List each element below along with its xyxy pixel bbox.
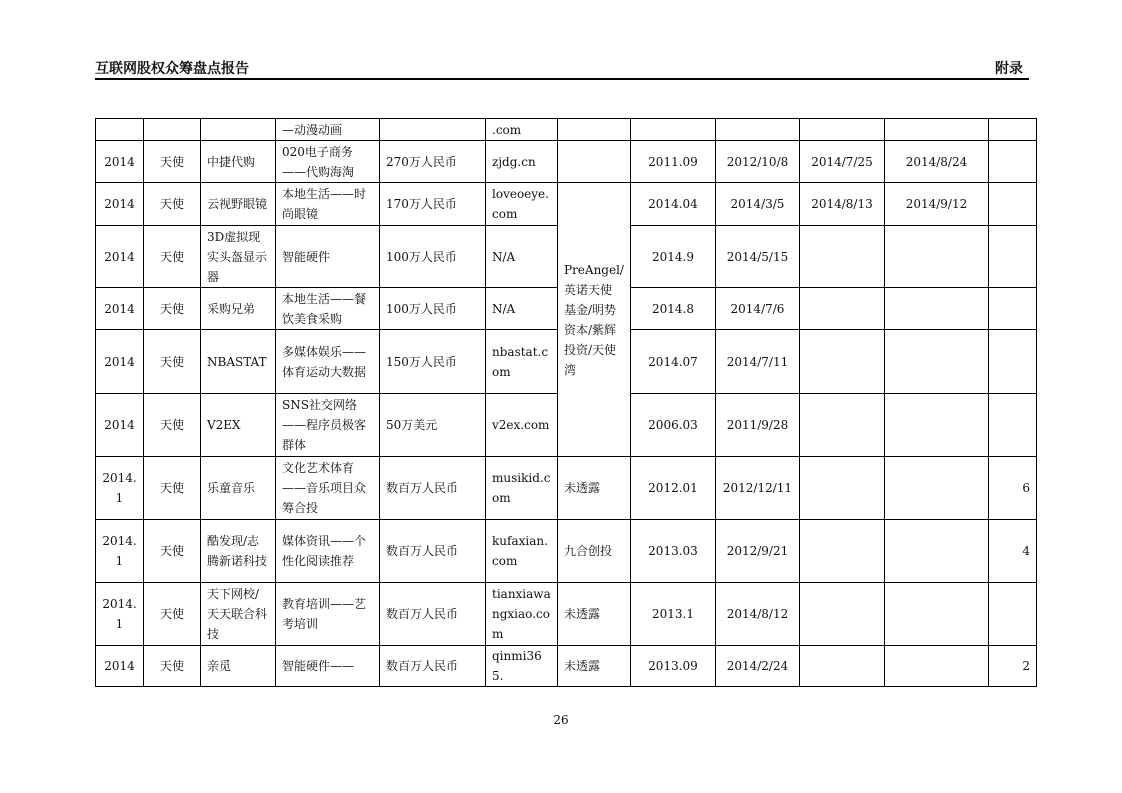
date-cell: 2012/10/8 — [715, 141, 799, 183]
round-cell: 天使 — [144, 330, 201, 394]
investment-table — [95, 118, 1037, 687]
date-cell: 2014/8/24 — [884, 141, 988, 183]
website-cell: N/A — [486, 288, 558, 330]
investor-cell: 未透露 — [558, 457, 631, 520]
founded-cell: 2014.8 — [630, 288, 715, 330]
date-cell: 2014/8/12 — [715, 583, 799, 646]
website-cell: zjdg.cn — [486, 141, 558, 183]
date-cell: 2011/9/28 — [715, 394, 799, 457]
count-cell — [988, 183, 1036, 226]
table-row — [96, 457, 1037, 520]
date-cell — [884, 119, 988, 141]
date-cell: 2012/9/21 — [715, 520, 799, 583]
category-cell: —动漫动画 — [276, 119, 380, 141]
round-cell — [144, 119, 201, 141]
founded-cell: 2014.9 — [630, 226, 715, 288]
table-row — [96, 119, 1037, 141]
category-cell: 智能硬件 — [276, 226, 380, 288]
category-cell: 智能硬件—— — [276, 646, 380, 687]
category-cell: 多媒体娱乐——体育运动大数据 — [276, 330, 380, 394]
category-cell: 本地生活——餐饮美食采购 — [276, 288, 380, 330]
amount-cell: 100万人民币 — [380, 226, 486, 288]
date-cell — [799, 646, 884, 687]
amount-cell: 150万人民币 — [380, 330, 486, 394]
amount-cell: 170万人民币 — [380, 183, 486, 226]
round-cell: 天使 — [144, 394, 201, 457]
company-cell: 3D虚拟现实头盔显示器 — [201, 226, 276, 288]
count-cell — [988, 119, 1036, 141]
count-cell — [988, 141, 1036, 183]
investor-cell: 九合创投 — [558, 520, 631, 583]
company-cell: 中捷代购 — [201, 141, 276, 183]
round-cell: 天使 — [144, 226, 201, 288]
year-cell: 2014 — [96, 646, 144, 687]
year-cell: 2014.1 — [96, 457, 144, 520]
year-cell: 2014 — [96, 183, 144, 226]
count-cell — [988, 394, 1036, 457]
count-cell — [988, 226, 1036, 288]
count-cell — [988, 583, 1036, 646]
website-cell: v2ex.com — [486, 394, 558, 457]
amount-cell: 50万美元 — [380, 394, 486, 457]
category-cell: 本地生活——时尚眼镜 — [276, 183, 380, 226]
date-cell — [884, 330, 988, 394]
founded-cell: 2006.03 — [630, 394, 715, 457]
year-cell: 2014 — [96, 394, 144, 457]
count-cell — [988, 288, 1036, 330]
date-cell — [799, 457, 884, 520]
founded-cell: 2014.07 — [630, 330, 715, 394]
date-cell — [799, 394, 884, 457]
website-cell: kufaxian.com — [486, 520, 558, 583]
category-cell: 020电子商务——代购海淘 — [276, 141, 380, 183]
date-cell — [884, 583, 988, 646]
website-cell: N/A — [486, 226, 558, 288]
company-cell: 亲觅 — [201, 646, 276, 687]
table-row — [96, 183, 1037, 226]
date-cell — [799, 520, 884, 583]
investor-cell: 未透露 — [558, 646, 631, 687]
company-cell: 酷发现/志腾新诺科技 — [201, 520, 276, 583]
founded-cell: 2013.1 — [630, 583, 715, 646]
investor-cell — [558, 119, 631, 141]
amount-cell — [380, 119, 486, 141]
page-header — [95, 56, 1029, 80]
date-cell: 2014/8/13 — [799, 183, 884, 226]
table-row — [96, 141, 1037, 183]
company-cell: V2EX — [201, 394, 276, 457]
year-cell: 2014 — [96, 226, 144, 288]
founded-cell — [630, 119, 715, 141]
investor-cell: PreAngel/英诺天使基金/明势资本/紫辉投资/天使湾 — [558, 183, 631, 457]
amount-cell: 数百万人民币 — [380, 583, 486, 646]
count-cell: 2 — [988, 646, 1036, 687]
category-cell: SNS社交网络——程序员极客群体 — [276, 394, 380, 457]
year-cell: 2014.1 — [96, 520, 144, 583]
round-cell: 天使 — [144, 141, 201, 183]
date-cell — [799, 288, 884, 330]
company-cell — [201, 119, 276, 141]
date-cell: 2014/7/11 — [715, 330, 799, 394]
date-cell: 2014/7/6 — [715, 288, 799, 330]
date-cell — [799, 226, 884, 288]
round-cell: 天使 — [144, 520, 201, 583]
category-cell: 媒体资讯——个性化阅读推荐 — [276, 520, 380, 583]
date-cell: 2014/7/25 — [799, 141, 884, 183]
date-cell — [884, 457, 988, 520]
website-cell: tianxiawangxiao.com — [486, 583, 558, 646]
website-cell: loveoeye.com — [486, 183, 558, 226]
date-cell — [884, 520, 988, 583]
date-cell — [799, 330, 884, 394]
count-cell — [988, 330, 1036, 394]
founded-cell: 2013.09 — [630, 646, 715, 687]
year-cell: 2014.1 — [96, 583, 144, 646]
investor-cell: 未透露 — [558, 583, 631, 646]
founded-cell: 2011.09 — [630, 141, 715, 183]
date-cell — [799, 119, 884, 141]
page-number: 26 — [553, 713, 569, 727]
date-cell — [715, 119, 799, 141]
table-row — [96, 520, 1037, 583]
table-row — [96, 646, 1037, 687]
company-cell: 天下网校/天天联合科技 — [201, 583, 276, 646]
date-cell — [884, 226, 988, 288]
date-cell: 2014/5/15 — [715, 226, 799, 288]
round-cell: 天使 — [144, 288, 201, 330]
website-cell: .com — [486, 119, 558, 141]
date-cell: 2014/9/12 — [884, 183, 988, 226]
table-row — [96, 583, 1037, 646]
amount-cell: 数百万人民币 — [380, 520, 486, 583]
section-label: 附录 — [995, 61, 1023, 77]
count-cell: 6 — [988, 457, 1036, 520]
founded-cell: 2012.01 — [630, 457, 715, 520]
website-cell: qinmi365. — [486, 646, 558, 687]
company-cell: 采购兄弟 — [201, 288, 276, 330]
amount-cell: 数百万人民币 — [380, 457, 486, 520]
founded-cell: 2014.04 — [630, 183, 715, 226]
round-cell: 天使 — [144, 583, 201, 646]
category-cell: 教育培训——艺考培训 — [276, 583, 380, 646]
date-cell — [799, 583, 884, 646]
date-cell: 2012/12/11 — [715, 457, 799, 520]
amount-cell: 270万人民币 — [380, 141, 486, 183]
founded-cell: 2013.03 — [630, 520, 715, 583]
year-cell: 2014 — [96, 288, 144, 330]
date-cell: 2014/3/5 — [715, 183, 799, 226]
category-cell: 文化艺术体育——音乐项目众筹合投 — [276, 457, 380, 520]
year-cell — [96, 119, 144, 141]
report-title: 互联网股权众筹盘点报告 — [95, 61, 249, 77]
date-cell: 2014/2/24 — [715, 646, 799, 687]
date-cell — [884, 394, 988, 457]
website-cell: nbastat.com — [486, 330, 558, 394]
company-cell: 乐童音乐 — [201, 457, 276, 520]
date-cell — [884, 646, 988, 687]
amount-cell: 100万人民币 — [380, 288, 486, 330]
count-cell: 4 — [988, 520, 1036, 583]
year-cell: 2014 — [96, 141, 144, 183]
investor-cell — [558, 141, 631, 183]
company-cell: NBASTAT — [201, 330, 276, 394]
website-cell: musikid.com — [486, 457, 558, 520]
company-cell: 云视野眼镜 — [201, 183, 276, 226]
year-cell: 2014 — [96, 330, 144, 394]
round-cell: 天使 — [144, 183, 201, 226]
amount-cell: 数百万人民币 — [380, 646, 486, 687]
date-cell — [884, 288, 988, 330]
round-cell: 天使 — [144, 646, 201, 687]
round-cell: 天使 — [144, 457, 201, 520]
